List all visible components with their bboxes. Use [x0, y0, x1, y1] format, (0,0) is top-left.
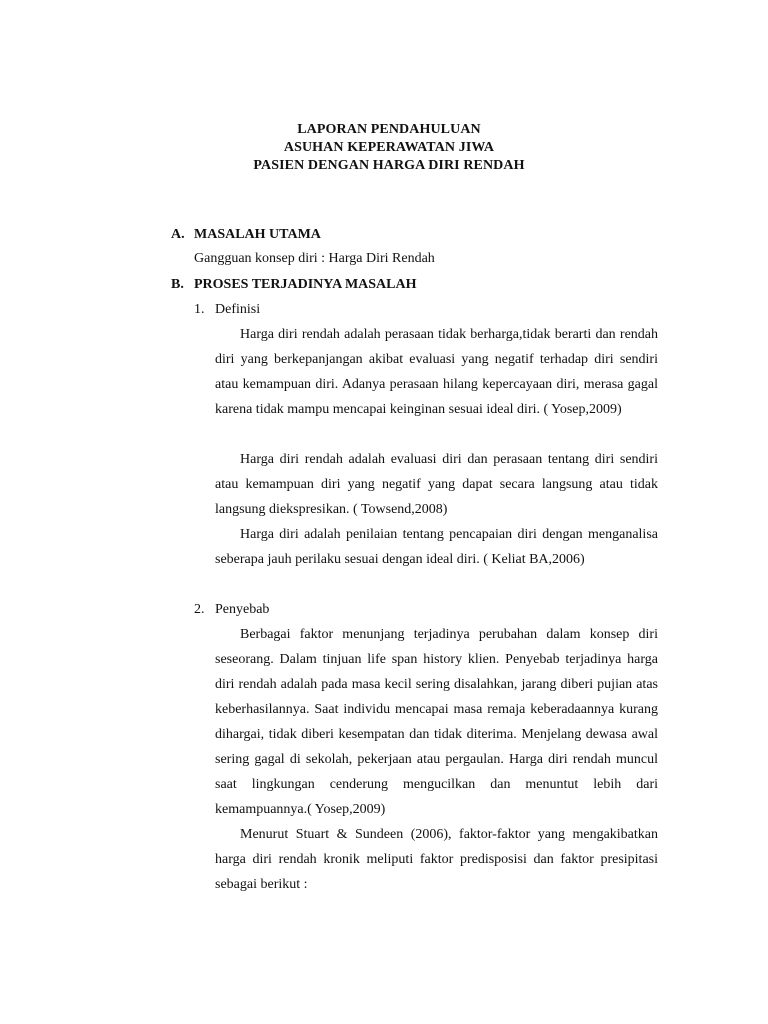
penyebab-paragraph-2: Menurut Stuart & Sundeen (2006), faktor-faktor yang mengakibatkan harga diri rendah kronik meliputi faktor predisposisi dan faktor presipitasi sebagai berikut : — [215, 827, 658, 892]
definisi-paragraph-3: Harga diri adalah penilaian tentang pencapaian diri dengan menganalisa seberapa jauh perilaku sesuai dengan ideal diri. ( Keliat BA,2006) — [215, 527, 658, 567]
document-title — [0, 121, 768, 175]
penyebab-heading — [194, 601, 269, 619]
section-a-text: Gangguan konsep diri : Harga Diri Rendah — [194, 251, 435, 266]
title-line-1: LAPORAN PENDAHULUAN — [297, 122, 481, 137]
section-b-letter: B. — [171, 277, 184, 292]
title-line-2: ASUHAN KEPERAWATAN JIWA — [283, 140, 495, 155]
section-a-heading — [171, 226, 321, 244]
definisi-paragraph-2: Harga diri rendah adalah evaluasi diri dan perasaan tentang diri sendiri atau kemampuan diri yang negatif yang dapat secara langsung atau tidak langsung diekspresikan. ( Towsend,2008) — [215, 452, 658, 517]
definisi-title: Definisi — [215, 302, 261, 317]
section-b-title: PROSES TERJADINYA MASALAH — [194, 277, 417, 292]
section-b-heading — [171, 276, 417, 294]
section-a-letter: A. — [171, 227, 185, 242]
definisi-paragraph-1: Harga diri rendah adalah perasaan tidak berharga,tidak berarti dan rendah diri yang berkepanjangan akibat evaluasi yang negatif terhadap diri sendiri atau kemampuan diri. Adanya perasaan hilang kepercayaan diri, merasa gagal karena tidak mampu mencapai keinginan sesuai ideal diri. ( Yosep,2009) — [215, 327, 658, 417]
definisi-heading — [194, 301, 260, 319]
title-line-3: PASIEN DENGAN HARGA DIRI RENDAH — [253, 158, 525, 173]
penyebab-paragraph-1: Berbagai faktor menunjang terjadinya perubahan dalam konsep diri seseorang. Dalam tinjuan life span history klien. Penyebab terjadinya harga diri rendah adalah pada masa kecil sering disalahkan, jarang diberi pujian atas keberhasilannya. Saat individu mencapai masa remaja keberadaannya kurang dihargai, tidak diberi kesempatan dan tidak diterima. Menjelang dewasa awal sering gagal di sekolah, pekerjaan atau pergaulan. Harga diri rendah muncul saat lingkungan cenderung mengucilkan dan menuntut lebih dari kemampuannya.( Yosep,2009) — [215, 627, 658, 817]
penyebab-title: Penyebab — [215, 602, 270, 617]
definisi-number: 1. — [194, 302, 205, 317]
penyebab-number: 2. — [194, 602, 205, 617]
section-a-title: MASALAH UTAMA — [194, 227, 321, 242]
